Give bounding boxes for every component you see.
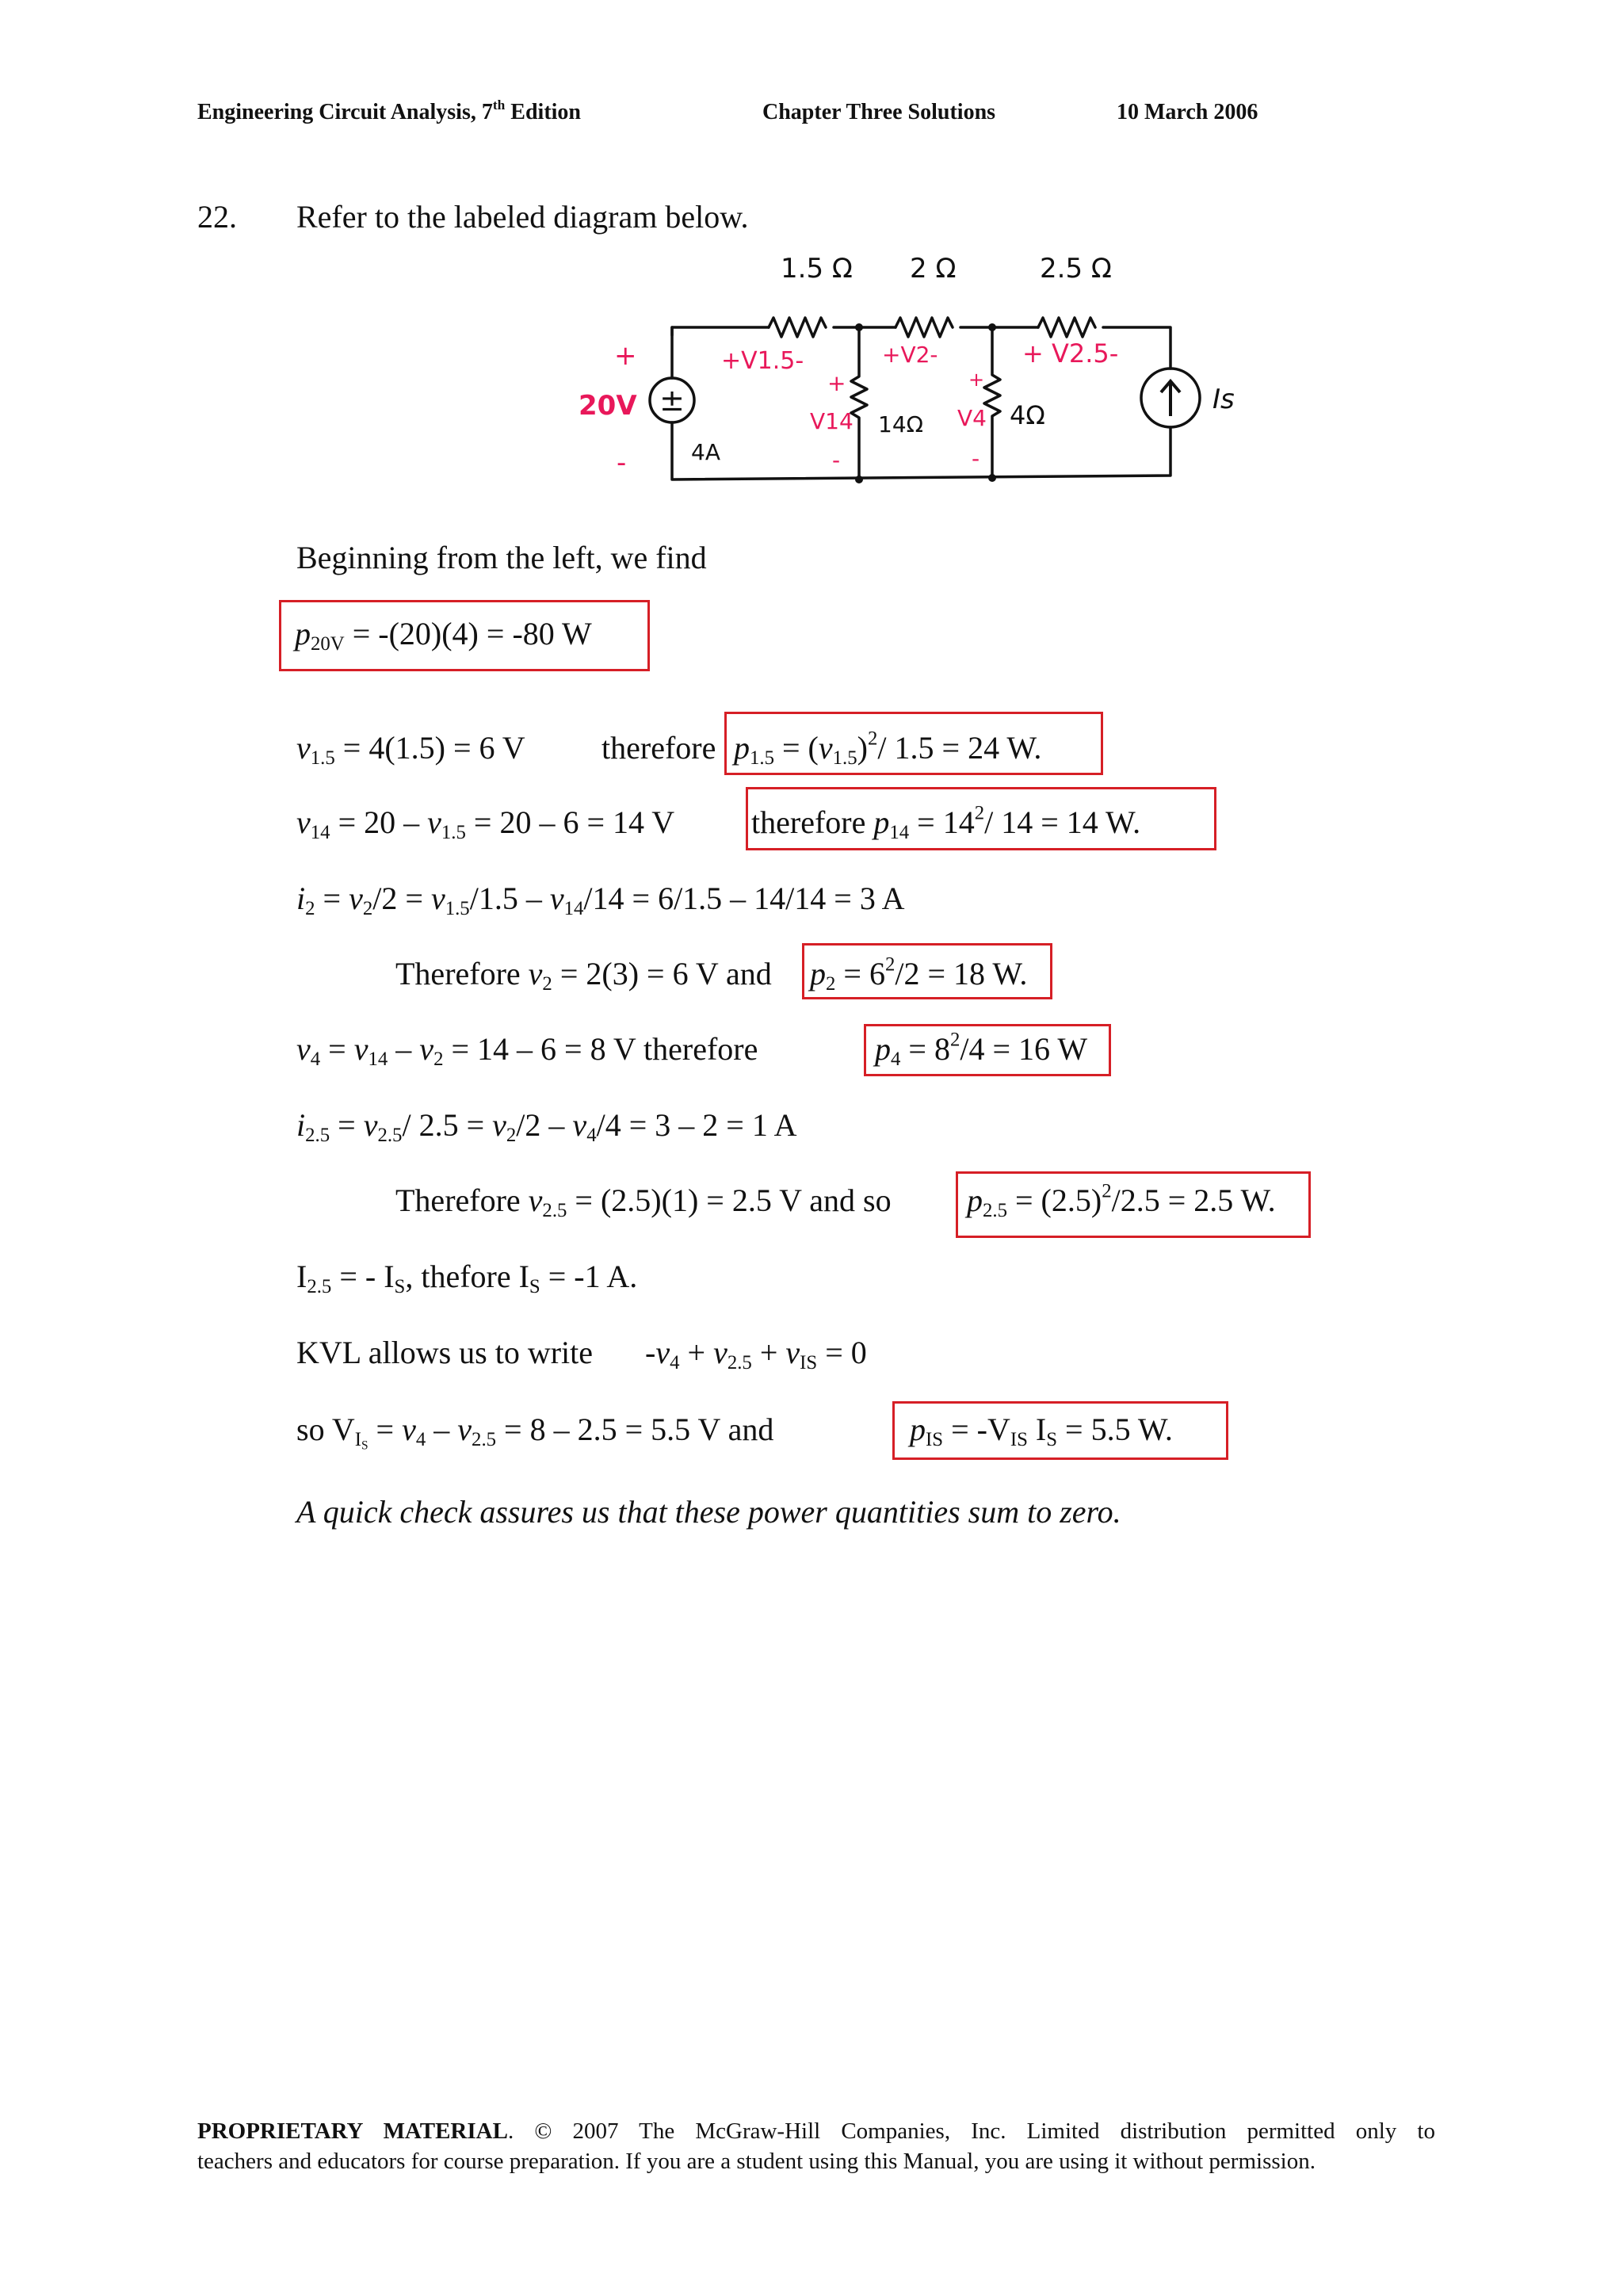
header-date: 10 March 2006 (1117, 100, 1258, 124)
kvl-equation: $-v_4 + v_{2.5} + v_{IS} = 0$ (645, 1335, 867, 1373)
is-line: $I_{2.5}$ = - $I_S$, thefore $I_S = -1$ A. (296, 1259, 638, 1297)
v14-plus: + (827, 370, 846, 396)
problem-number: 22. (197, 199, 237, 235)
v15-label: +V1.5- (721, 347, 804, 375)
v14-minus: - (832, 447, 841, 473)
kvl-text: KVL allows us to write (296, 1335, 594, 1370)
resistor-1-5 (769, 318, 826, 337)
footer-line-1: PROPRIETARY MATERIAL. © 2007 The McGraw-Hill Companies, Inc. Limited distribution permitted only to (197, 2118, 1435, 2144)
resistor-4 (984, 327, 1000, 478)
resistor-2-5 (1038, 318, 1095, 337)
pis-line: $p_{IS} = -V_{IS}$ $I_S = 5.5$ W. (910, 1412, 1173, 1450)
problem-intro: Refer to the labeled diagram below. (296, 199, 749, 235)
p14-line: therefore $p_{14} = 14^2/$ 14 = 14 W. (751, 802, 1141, 843)
v4-label: V4 (957, 405, 987, 431)
v4-line: $v_4 = v_{14} - v_2 = 14 - 6 = 8$ V therefore (296, 1031, 758, 1070)
v4-plus: + (968, 369, 985, 391)
r3-label: 2.5 Ω (1040, 253, 1112, 285)
source-label: 20V (579, 390, 637, 422)
wire-top-left (672, 327, 769, 335)
p20v-line: $p_{20V} = -(20)(4) = -80$ W (295, 616, 592, 655)
is-label: Is (1212, 384, 1235, 415)
v2-line: Therefore $v_2 = 2(3) = 6$ V and (395, 956, 772, 995)
source-sign: ± (659, 383, 685, 418)
footer-line-2: teachers and educators for course preparation. If you are a student using this Manual, you are using it without permission. (197, 2149, 1316, 2174)
p2-line: $p_2 = 6^2/2 = 18$ W. (810, 953, 1028, 995)
r14-label: 14Ω (878, 411, 924, 437)
v15-therefore: therefore (601, 730, 716, 766)
circuit-diagram (555, 242, 1284, 503)
i25-line: $i_{2.5} = v_{2.5}/$ $2.5 = v_2/2 - v_4/4 = 3 - 2 = 1$ A (296, 1107, 797, 1146)
r4-label: 4Ω (1010, 400, 1045, 430)
header-chapter: Chapter Three Solutions (762, 100, 996, 124)
v2-label: +V2- (882, 342, 938, 368)
source-current-label: 4A (691, 439, 720, 465)
header-book-title: Engineering Circuit Analysis, 7th Edition (197, 97, 581, 124)
i2-line: $i_2 = v_2/2 = v_{1.5}/1.5 - v_{14}/14 = 6/1.5 - 14/14 = 3$ A (296, 881, 905, 919)
v15-line: $v_{1.5} = 4(1.5) = 6$ V (296, 730, 525, 769)
p15-line: $p_{1.5} = (v_{1.5})^2/$ 1.5 = 24 W. (734, 728, 1042, 769)
beginning-text: Beginning from the left, we find (296, 540, 707, 575)
v4-minus: - (972, 445, 980, 472)
resistor-2 (896, 318, 953, 337)
v14-label: V14 (810, 408, 854, 434)
footer (197, 2116, 1435, 2176)
source-minus: - (617, 447, 627, 479)
v14-line: $v_{14} = 20 - v_{1.5} = 20 - 6 = 14$ V (296, 804, 675, 843)
check-text: A quick check assures us that these power quantities sum to zero. (296, 1494, 1121, 1530)
resistor-14 (851, 327, 867, 479)
p4-line: $p_4 = 8^2/4 = 16$ W (875, 1029, 1088, 1070)
r1-label: 1.5 Ω (781, 253, 853, 285)
v25-label: + V2.5- (1022, 338, 1119, 369)
vis-line: so $V_{I_S} = v_4 - v_{2.5} = 8 - 2.5 = 5.5$ V and (296, 1412, 774, 1453)
p25-line: $p_{2.5} = (2.5)^2/2.5 = 2.5$ W. (967, 1180, 1276, 1221)
current-source-arrow-icon (1161, 381, 1180, 416)
r2-label: 2 Ω (910, 253, 957, 285)
v25-line: Therefore $v_{2.5} = (2.5)(1) = 2.5$ V and so (395, 1182, 892, 1221)
source-plus: + (614, 340, 637, 372)
